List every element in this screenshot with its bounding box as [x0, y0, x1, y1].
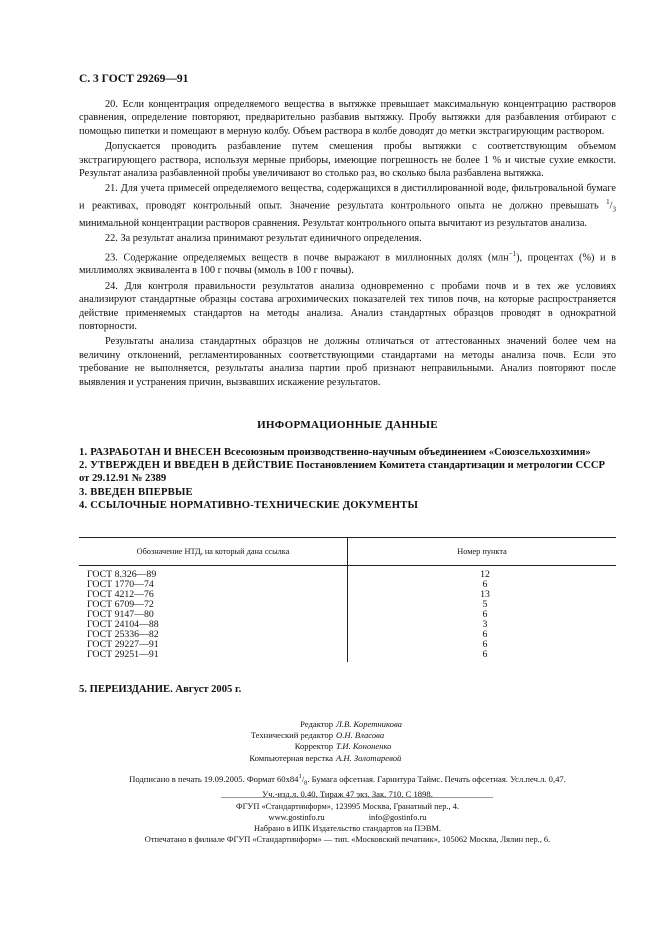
imprint-line-1: Подписано в печать 19.09.2005. Формат $60х84^1/_8$. Бумага офсетная. Гарнитура Таймс. Печать офсетная. Усл.печ.л. 0,47.	[129, 773, 566, 787]
table-row	[79, 650, 616, 662]
info-item-1-head: 1. РАЗРАБОТАН И ВНЕСЕН	[79, 447, 222, 458]
table-cell-clause: 6	[482, 649, 488, 660]
paragraph-20-continued: Допускается проводить разбавление путем смешения пробы вытяжки с соответствующим объемом экстрагирующего раствора, используя мерные приборы, имеющие погрешность не более 1 % и чистые сухие емкости. Результат анализа разбавленной пробы увеличивают во столько раз, во сколько была разбавлена вытяжка.	[79, 141, 616, 180]
credit-name: Л.В. Коретникова	[336, 719, 402, 729]
table-cell-document: ГОСТ 25336—82	[79, 630, 348, 640]
table-cell-clause: 12	[480, 569, 490, 580]
paragraph-21-start: 21. Для учета примесей определяемого вещества, содержащихся в дистиллированной воде, фильтровальной бумаге и реактивах, проводят контрольный опыт. Значение результата контрольного опыта не должно превышать	[79, 183, 616, 212]
info-item-5-head: 5. ПЕРЕИЗДАНИЕ.	[79, 684, 173, 695]
table-cell-clause: 6	[482, 629, 488, 640]
info-item-5	[79, 684, 241, 695]
page-header: С. 3 ГОСТ 29269—91	[79, 73, 189, 85]
credit-name: О.Н. Власова	[336, 730, 385, 741]
paragraph-21-end: минимальной концентрации растворов сравнения. Результат контрольного опыта вычитают из результатов анализа.	[79, 217, 588, 229]
credit-row	[0, 719, 661, 730]
info-item-2-text: Постановлением Комитета стандартизации и метрологии СССР от 29.12.91 № 2389	[79, 460, 605, 485]
credit-name: Т.И. Кононенко	[336, 741, 392, 752]
info-item-5-text: Август 2005 г.	[172, 684, 242, 695]
paragraph-21: 21. Для учета примесей определяемого вещества, содержащихся в дистиллированной воде, фильтровальной бумаге и реактивах, проводят контрольный опыт. Значение результата контрольного опыта не должно превышать $^1/_3$ минимальной концентрации растворов сравнения. Результат контрольного опыта вычитают из результатов анализа.	[79, 183, 616, 229]
table-row	[79, 630, 616, 640]
table-row	[79, 620, 616, 630]
info-item-3: 3. ВВЕДЕН ВПЕРВЫЕ	[79, 486, 193, 498]
table-cell-document: ГОСТ 1770—74	[79, 580, 348, 590]
table-row	[79, 600, 616, 610]
format-fraction-numerator: 1	[298, 773, 302, 780]
table-cell-document: ГОСТ 6709—72	[79, 600, 348, 610]
column-header-document: Обозначение НТД, на который дана ссылка	[79, 538, 348, 566]
credits-block	[0, 719, 661, 764]
table-row	[79, 640, 616, 650]
table-cell-document: ГОСТ 29251—91	[79, 650, 348, 662]
publisher-address: ФГУП «Стандартинформ», 123995 Москва, Гранатный пер., 4.	[235, 802, 460, 811]
paragraph-22: 22. За результат анализа принимают результат единичного определения.	[105, 233, 422, 245]
info-item-2-head: 2. УТВЕРЖДЕН И ВВЕДЕН В ДЕЙСТВИЕ	[79, 460, 294, 472]
credit-role: Корректор	[294, 741, 333, 752]
info-list	[79, 446, 616, 512]
info-item-2	[79, 459, 616, 485]
fraction-denominator: 3	[612, 205, 616, 214]
imprint-line-1-start: Подписано в печать 19.09.2005. Формат 60х84	[129, 773, 299, 784]
table-cell-clause: 6	[482, 579, 488, 590]
credit-role: Компьютерная верстка	[249, 752, 333, 763]
imprint-block	[79, 771, 616, 800]
table-cell-clause: 13	[480, 589, 490, 600]
table-cell-document: ГОСТ 8.326—89	[79, 566, 348, 581]
publisher-website-link[interactable]: www.gostinfo.ru	[268, 813, 325, 822]
paragraph-20: 20. Если концентрация определяемого вещества в вытяжке превышает максимальную концентрацию растворов сравнения, определение повторяют, предварительно разбавив вытяжку. Пробу вытяжки для разбавления отбирают с помощью пипетки и помещают в мерную колбу. Объем раствора в колбе доводят до метки экстрагирующим раствором.	[79, 99, 616, 137]
publisher-contacts	[79, 812, 616, 823]
table-row	[79, 580, 616, 590]
credit-role: Технический редактор	[250, 730, 333, 741]
credit-row	[0, 741, 661, 752]
imprint-line-2: Уч.-изд.л. 0,40. Тираж 47 экз. Зак. 710. С 1898.	[262, 788, 433, 799]
body-text	[79, 98, 616, 391]
table-cell-clause: 6	[482, 609, 488, 620]
credit-name: А.Н. Золотаревой	[336, 752, 402, 763]
table-row	[79, 590, 616, 600]
divider-line	[221, 797, 493, 798]
table-cell-document: ГОСТ 29227—91	[79, 640, 348, 650]
paragraph-24: 24. Для контроля правильности результатов анализа одновременно с пробами почв и в тех же условиях анализируют стандартные образцы состава агрохимических показателей тех типов почв, на которые распространяется действие применяемых стандартов на методы анализа. Анализ стандартных образцов проводят в однократной повторности.	[79, 280, 616, 332]
table-cell-clause: 6	[482, 639, 488, 650]
table-cell-document: ГОСТ 24104—88	[79, 620, 348, 630]
info-item-1	[79, 446, 616, 459]
info-item-4: 4. ССЫЛОЧНЫЕ НОРМАТИВНО-ТЕХНИЧЕСКИЕ ДОКУМЕНТЫ	[79, 499, 419, 511]
column-header-clause: Номер пункта	[348, 538, 617, 566]
paragraph-23-end: ), процентах (%) и в миллимолях эквивалента в 100 г почвы (ммоль в 100 г почвы).	[79, 251, 616, 277]
imprint-line-1-end: . Бумага офсетная. Гарнитура Таймс. Печать офсетная. Усл.печ.л. 0,47.	[307, 773, 566, 784]
table-cell-document: ГОСТ 4212—76	[79, 590, 348, 600]
table-cell-document: ГОСТ 9147—80	[79, 610, 348, 620]
publisher-email-link[interactable]: info@gostinfo.ru	[368, 813, 427, 822]
paragraph-23-start: 23. Содержание определяемых веществ в почве выражают в миллионных долях (млн	[105, 251, 509, 263]
superscript-minus-one: −1	[508, 249, 517, 258]
reference-documents-table	[79, 537, 616, 662]
format-fraction-denominator: 8	[304, 779, 308, 787]
table-cell-clause: 3	[482, 619, 488, 630]
table-cell-clause: 5	[482, 599, 488, 610]
info-section-title: ИНФОРМАЦИОННЫЕ ДАННЫЕ	[257, 419, 438, 431]
paragraph-23	[79, 248, 616, 278]
table-header-row	[79, 538, 616, 566]
typeset-note: Набрано в ИПК Издательство стандартов на ПЭВМ.	[254, 824, 441, 833]
table-row	[79, 610, 616, 620]
credit-role: Редактор	[300, 719, 333, 729]
info-item-1-text: Всесоюзным производственно-научным объединением «Союзсельхозхимия»	[221, 447, 591, 458]
fraction-numerator: 1	[606, 197, 610, 206]
credit-row	[0, 753, 661, 764]
publisher-block	[79, 801, 616, 845]
credit-row	[0, 730, 661, 741]
paragraph-24-continued: Результаты анализа стандартных образцов не должны отличаться от аттестованных значений более чем на величину отклонений, регламентированных соответствующими стандартами на методы анализа почв. Если это требование не выполняется, результаты анализа партии проб признают неправильными. Анализ повторяют после выявления и устранения причин, вызвавших искажение результатов.	[79, 336, 616, 388]
printer-note: Отпечатано в филиале ФГУП «Стандартинформ» — тип. «Московский печатник», 105062 Москва, Лялин пер., 6.	[144, 835, 551, 844]
table-row	[79, 566, 616, 581]
